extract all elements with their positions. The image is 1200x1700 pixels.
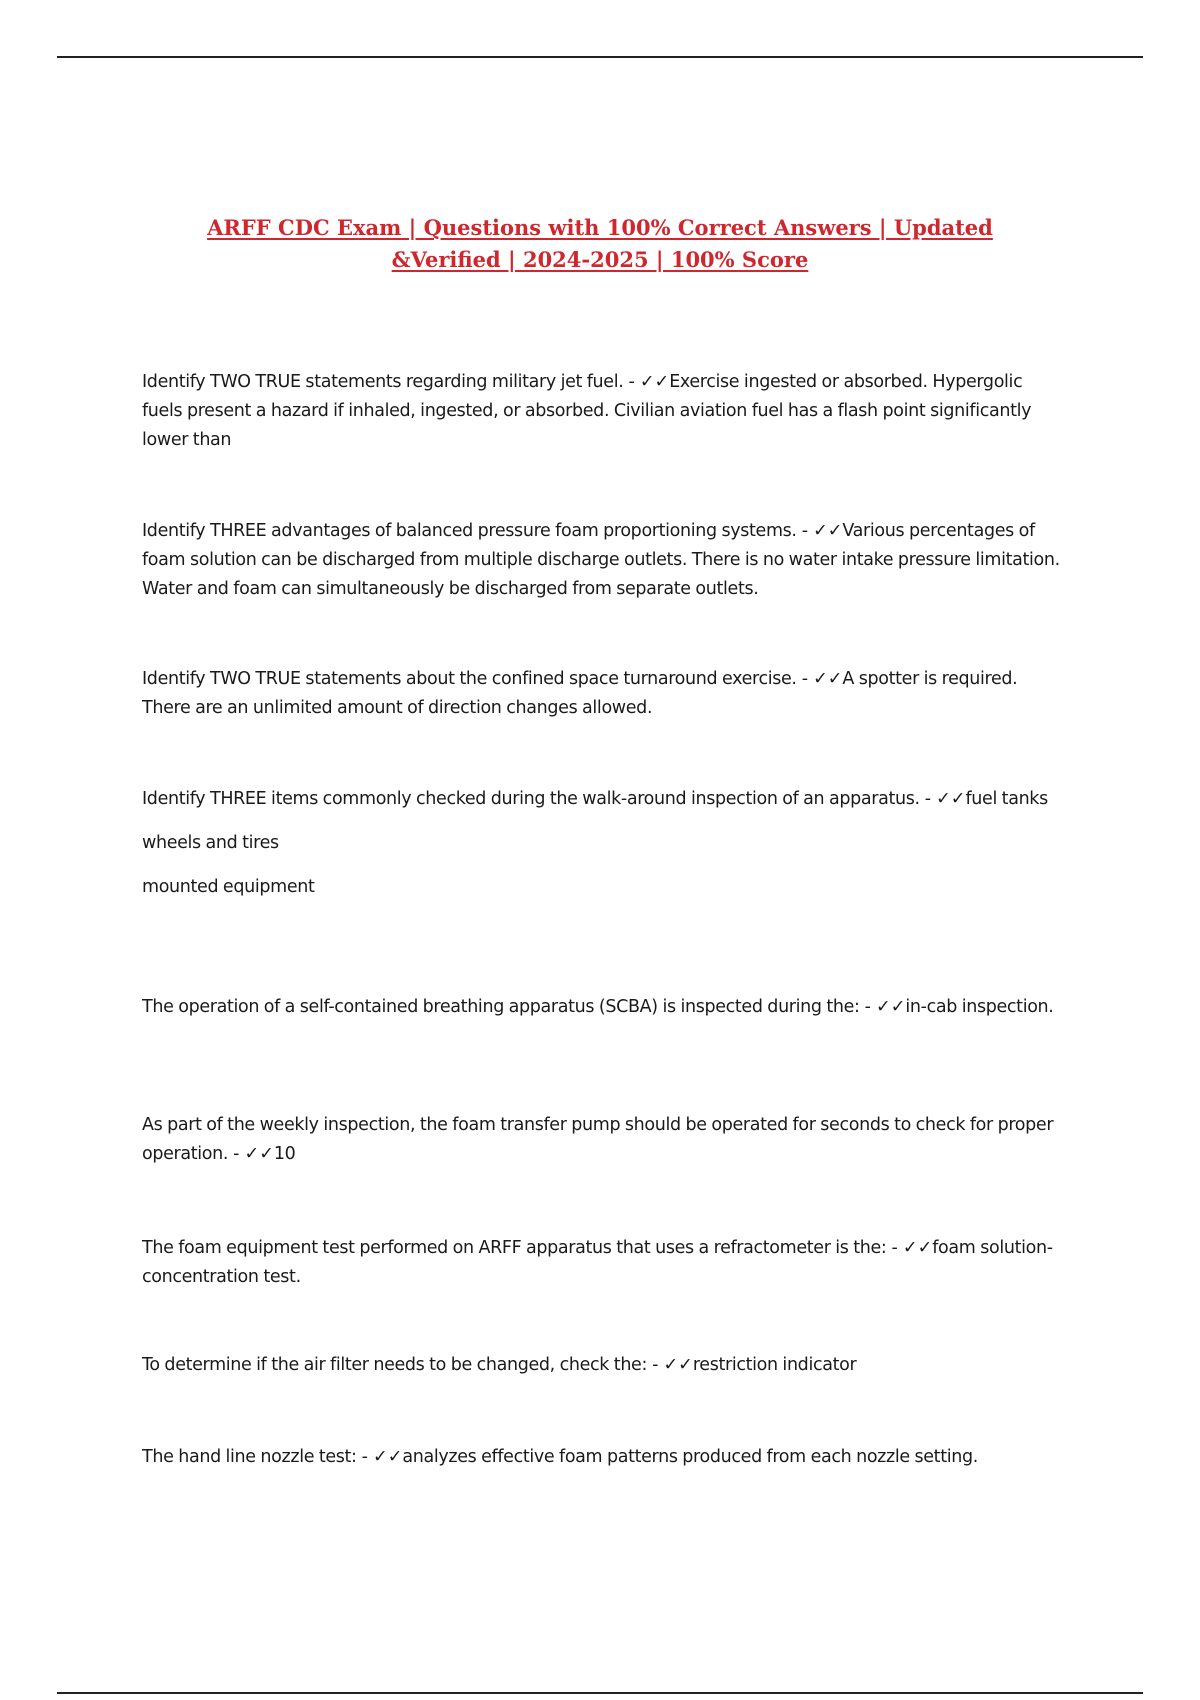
qa-entry bbox=[142, 665, 1062, 723]
qa-line bbox=[142, 665, 1062, 723]
qa-entry bbox=[142, 1443, 1062, 1472]
answer-text: foam solution-concentration test. bbox=[142, 1238, 1053, 1287]
answer-text: Exercise ingested or absorbed. Hypergolic fuels present a hazard if inhaled, ingested, or absorbed. Civilian aviation fuel has a flash point significantly lower than bbox=[142, 372, 1032, 450]
answer-text: in-cab inspection. bbox=[905, 997, 1054, 1017]
answer-check-icon: - ✓✓ bbox=[647, 1355, 693, 1375]
qa-line bbox=[142, 517, 1062, 604]
qa-entry bbox=[142, 1234, 1062, 1292]
qa-line bbox=[142, 1234, 1062, 1292]
answer-check-icon: - ✓✓ bbox=[796, 521, 843, 541]
document-title: ARFF CDC Exam | Questions with 100% Correct Answers | Updated &Verified | 2024-2025 | 100% Score bbox=[207, 215, 993, 272]
answer-text: Various percentages of foam solution can be discharged from multiple discharge outlets. There is no water intake pressure limitation. Water and foam can simultaneously be discharged from separate outlets. bbox=[142, 521, 1060, 599]
answer-extra-line: wheels and tires bbox=[142, 833, 279, 853]
answer-check-icon: - ✓✓ bbox=[356, 1447, 403, 1467]
qa-line bbox=[142, 368, 1062, 455]
answer-text: restriction indicator bbox=[692, 1355, 857, 1375]
qa-line bbox=[142, 1351, 1062, 1380]
question-text: Identify TWO TRUE statements about the confined space turnaround exercise. bbox=[142, 669, 797, 689]
answer-text: A spotter is required. There are an unlimited amount of direction changes allowed. bbox=[142, 669, 1018, 718]
bottom-rule bbox=[57, 1692, 1143, 1694]
answer-check-icon: - ✓✓ bbox=[228, 1144, 274, 1164]
qa-line bbox=[142, 1443, 1062, 1472]
qa-entry bbox=[142, 368, 1062, 455]
qa-line bbox=[142, 1111, 1062, 1169]
qa-entry bbox=[142, 1111, 1062, 1169]
answer-extra-line: mounted equipment bbox=[142, 877, 315, 897]
qa-line bbox=[142, 785, 1062, 814]
question-text: Identify TWO TRUE statements regarding military jet fuel. bbox=[142, 372, 624, 392]
qa-entry bbox=[142, 517, 1062, 604]
question-text: The hand line nozzle test: bbox=[142, 1447, 357, 1467]
qa-entry bbox=[142, 993, 1062, 1022]
question-text: Identify THREE items commonly checked during the walk-around inspection of an apparatus. bbox=[142, 789, 920, 809]
question-text: The foam equipment test performed on ARFF apparatus that uses a refractometer is the: bbox=[142, 1238, 887, 1258]
answer-text: fuel tanks bbox=[965, 789, 1048, 809]
answer-check-icon: - ✓✓ bbox=[919, 789, 966, 809]
answer-check-icon: - ✓✓ bbox=[796, 669, 843, 689]
answer-check-icon: - ✓✓ bbox=[859, 997, 906, 1017]
answer-check-icon: - ✓✓ bbox=[623, 372, 670, 392]
question-text: To determine if the air filter needs to be changed, check the: bbox=[142, 1355, 648, 1375]
answer-text: 10 bbox=[273, 1144, 296, 1164]
qa-entry bbox=[142, 785, 1062, 902]
question-text: As part of the weekly inspection, the foam transfer pump should be operated for seconds to check for proper operation. bbox=[142, 1115, 1054, 1164]
top-rule bbox=[57, 56, 1143, 58]
question-text: The operation of a self-contained breathing apparatus (SCBA) is inspected during the: bbox=[142, 997, 860, 1017]
question-text: Identify THREE advantages of balanced pressure foam proportioning systems. bbox=[142, 521, 797, 541]
answer-text: analyzes effective foam patterns produced from each nozzle setting. bbox=[402, 1447, 978, 1467]
qa-line bbox=[142, 993, 1062, 1022]
answer-check-icon: - ✓✓ bbox=[886, 1238, 933, 1258]
qa-entry bbox=[142, 1351, 1062, 1380]
